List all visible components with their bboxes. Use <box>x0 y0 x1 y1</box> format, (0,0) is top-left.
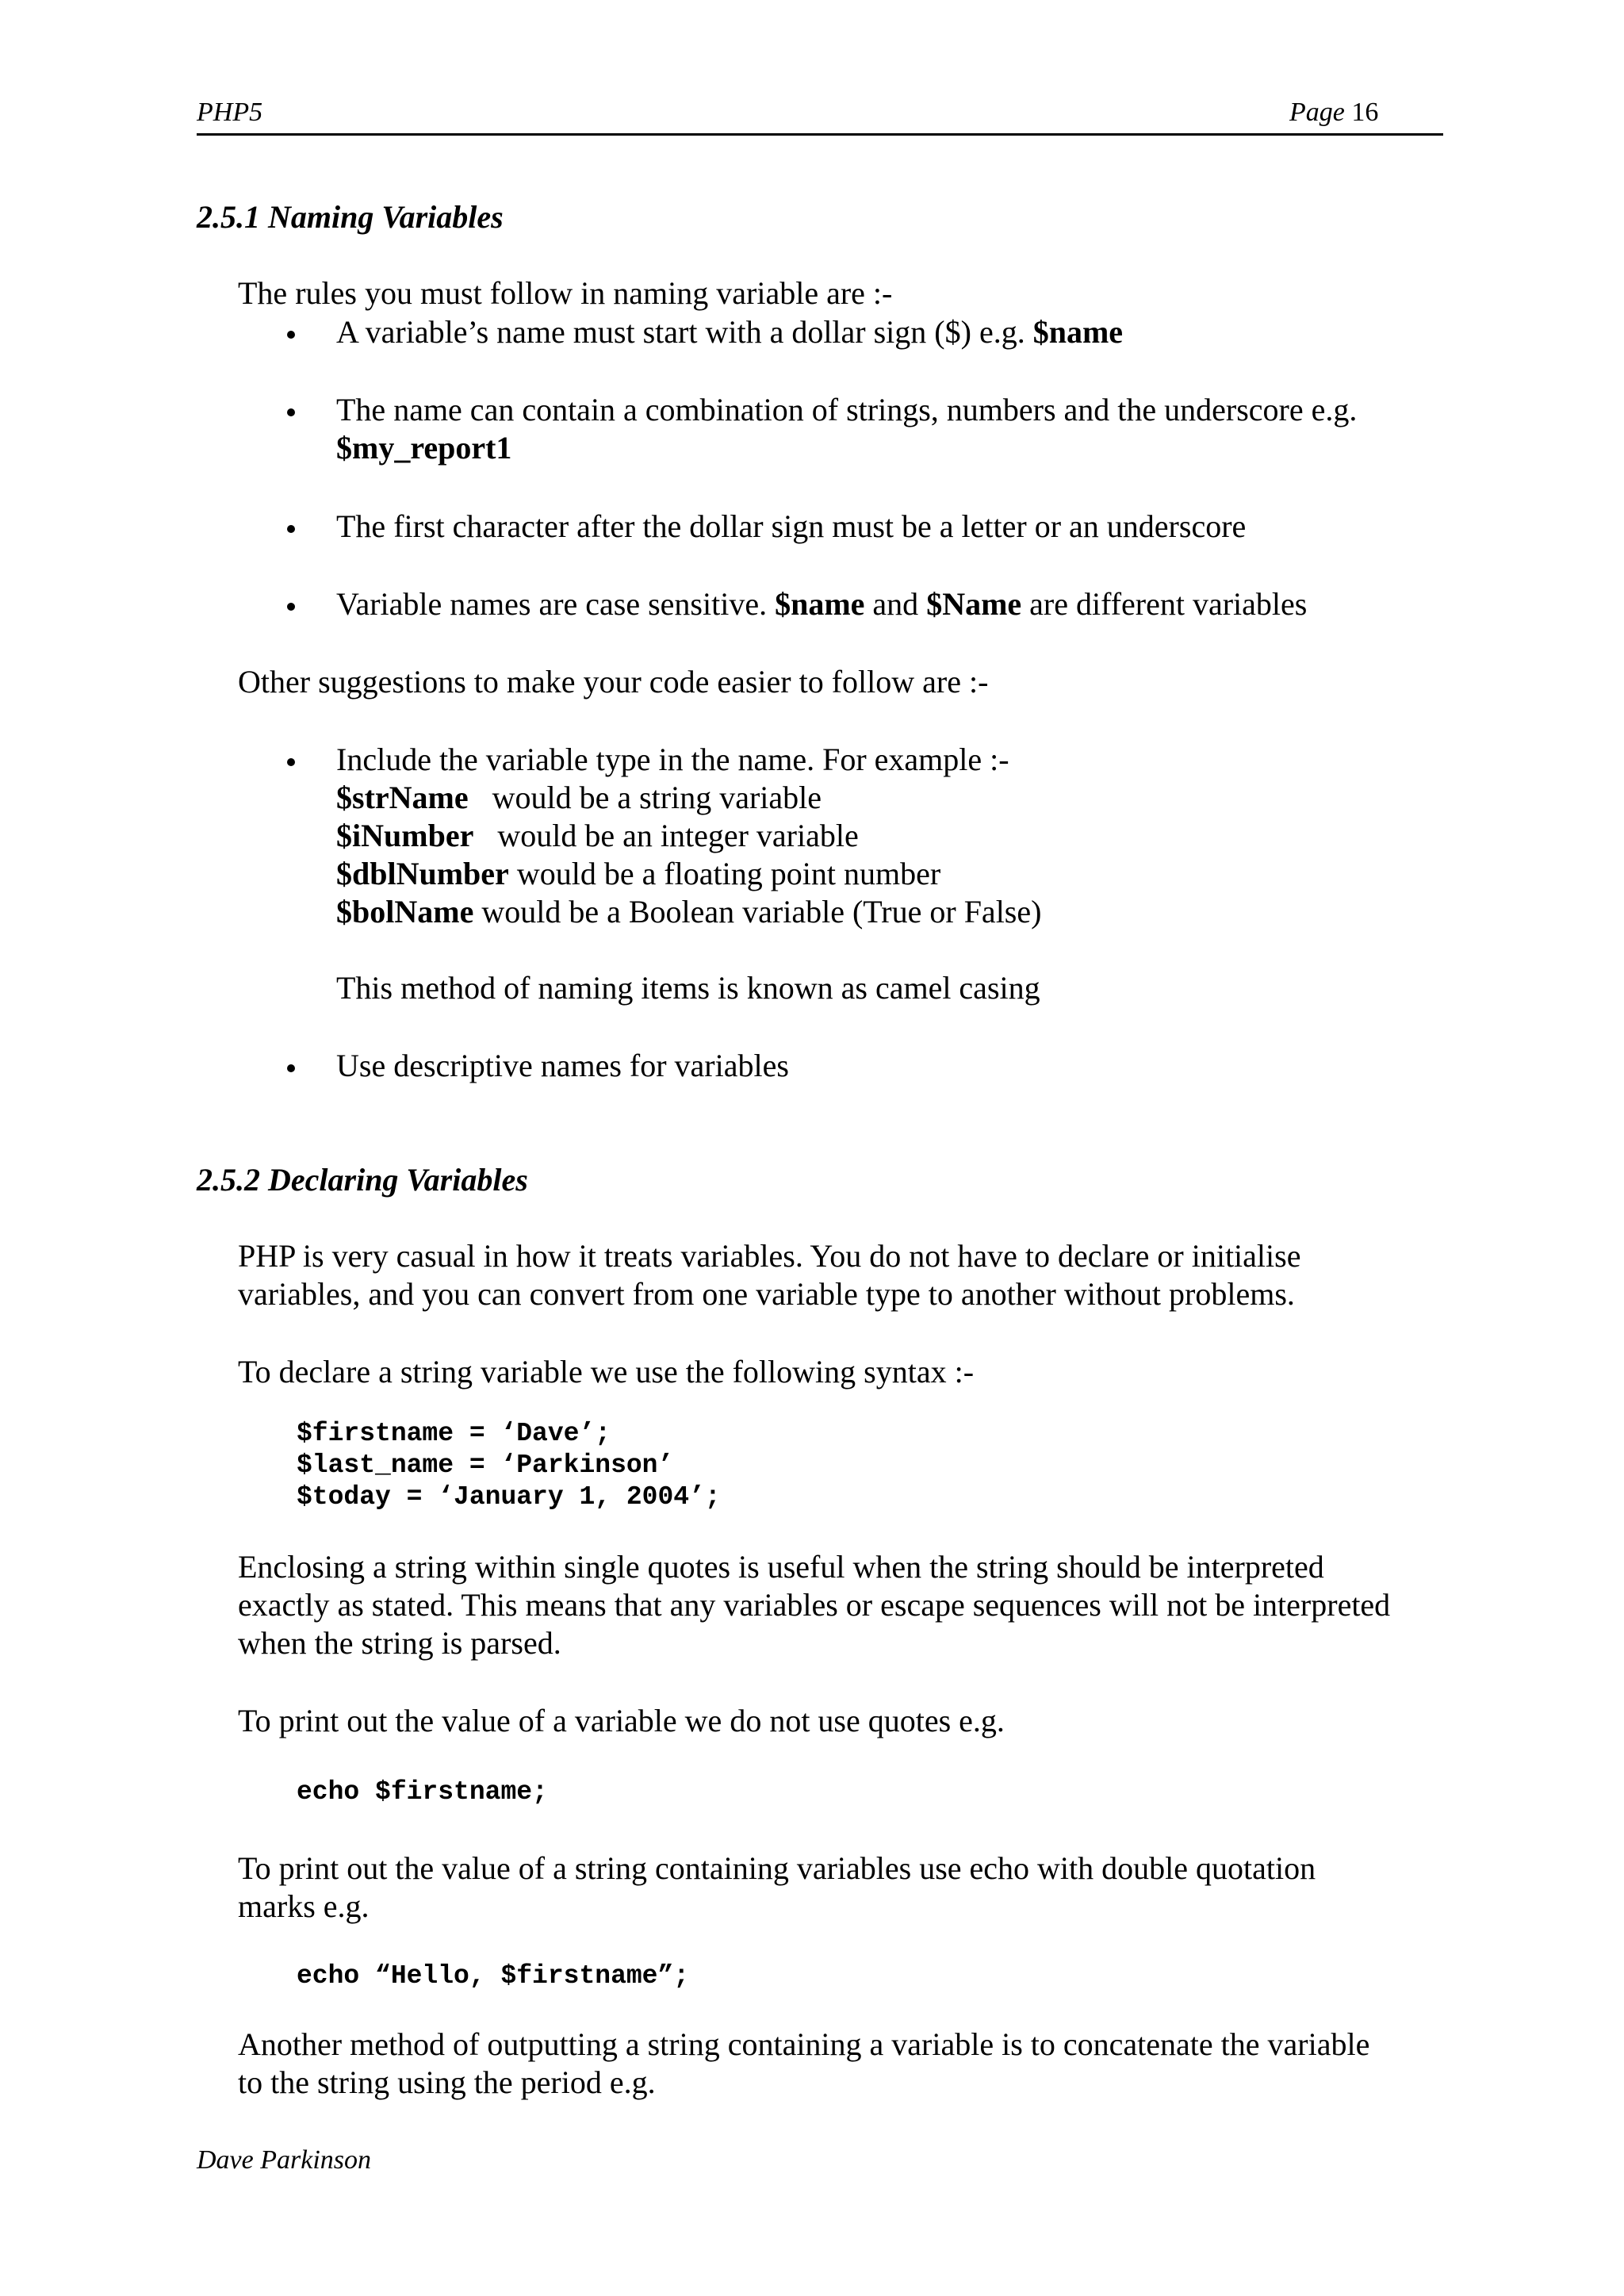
declaring-paragraph <box>238 1237 1459 1313</box>
rule-code: $Name <box>926 586 1022 622</box>
paragraph-line: Enclosing a string within single quotes is useful when the string should be interpreted <box>238 1549 1324 1585</box>
bullet-icon <box>287 758 295 766</box>
single-quotes-paragraph <box>238 1548 1459 1662</box>
paragraph-line: marks e.g. <box>238 1888 370 1924</box>
example-line <box>336 855 1478 893</box>
suggestion-variable-type <box>336 741 1478 931</box>
rule-dollar-sign <box>336 313 1478 351</box>
bullet-icon <box>287 331 295 339</box>
section-heading-naming: 2.5.1 Naming Variables <box>197 199 504 235</box>
page-header <box>197 94 1443 136</box>
rule-code: $name <box>775 586 865 622</box>
rule-text: Variable names are case sensitive. <box>336 586 776 622</box>
camel-casing-note: This method of naming items is known as camel casing <box>336 970 1040 1006</box>
other-suggestions: Other suggestions to make your code easier to follow are :- <box>238 664 989 700</box>
example-name: $iNumber <box>336 818 474 853</box>
example-desc: would be a string variable <box>468 780 822 815</box>
concatenate-paragraph <box>238 2026 1459 2102</box>
bullet-icon <box>287 603 295 611</box>
page-footer: Dave Parkinson <box>197 2145 372 2175</box>
paragraph-line: Another method of outputting a string containing a variable is to concatenate the variable <box>238 2026 1370 2062</box>
paragraph-line: PHP is very casual in how it treats variables. You do not have to declare or initialise <box>238 1238 1301 1274</box>
example-line <box>336 817 1478 855</box>
bullet-icon <box>287 525 295 533</box>
paragraph-line: variables, and you can convert from one variable type to another without problems. <box>238 1276 1295 1312</box>
rule-code: $my_report1 <box>336 430 512 466</box>
rule-first-character: The first character after the dollar sign must be a letter or an underscore <box>336 508 1247 544</box>
paragraph-line: To print out the value of a string containing variables use echo with double quotation <box>238 1850 1316 1886</box>
header-page-label: Page <box>1289 98 1345 127</box>
rule-case-sensitive <box>336 585 1478 623</box>
example-name: $strName <box>336 780 469 815</box>
example-desc: would be a floating point number <box>508 856 941 891</box>
code-block-declare: $firstname = ‘Dave’; $last_name = ‘Parkinson’ $today = ‘January 1, 2004’; <box>297 1419 721 1512</box>
rule-combination <box>336 391 1478 467</box>
paragraph-line: when the string is parsed. <box>238 1625 561 1661</box>
paragraph-line: exactly as stated. This means that any variables or escape sequences will not be interpreted <box>238 1587 1391 1623</box>
example-desc: would be an integer variable <box>473 818 859 853</box>
bullet-icon <box>287 408 295 416</box>
section-heading-declaring: 2.5.2 Declaring Variables <box>197 1162 528 1198</box>
rule-text: and <box>864 586 927 622</box>
rule-text: The name can contain a combination of strings, numbers and the underscore e.g. <box>336 392 1358 427</box>
naming-intro: The rules you must follow in naming variable are :- <box>238 275 893 311</box>
bullet-icon <box>287 1064 295 1072</box>
paragraph-line: to the string using the period e.g. <box>238 2064 656 2100</box>
header-title: PHP5 <box>197 98 263 127</box>
example-desc: would be a Boolean variable (True or False) <box>473 894 1042 930</box>
declare-syntax-intro: To declare a string variable we use the following syntax :- <box>238 1354 975 1389</box>
header-page <box>1289 94 1378 132</box>
rule-text: A variable’s name must start with a dollar sign ($) e.g. <box>336 314 1033 350</box>
rule-code: $name <box>1032 314 1124 350</box>
suggestion-text: Include the variable type in the name. For example :- <box>336 742 1009 777</box>
example-line <box>336 779 1478 817</box>
header-page-number: 16 <box>1351 98 1379 127</box>
code-block-echo: echo $firstname; <box>297 1777 548 1807</box>
example-name: $bolName <box>336 894 474 930</box>
code-block-echo-hello: echo “Hello, $firstname”; <box>297 1961 690 1991</box>
example-line <box>336 893 1478 931</box>
rule-text: are different variables <box>1021 586 1308 622</box>
suggestion-descriptive: Use descriptive names for variables <box>336 1048 789 1083</box>
example-name: $dblNumber <box>336 856 509 891</box>
double-quotes-paragraph <box>238 1849 1459 1926</box>
print-value-intro: To print out the value of a variable we do not use quotes e.g. <box>238 1703 1005 1738</box>
